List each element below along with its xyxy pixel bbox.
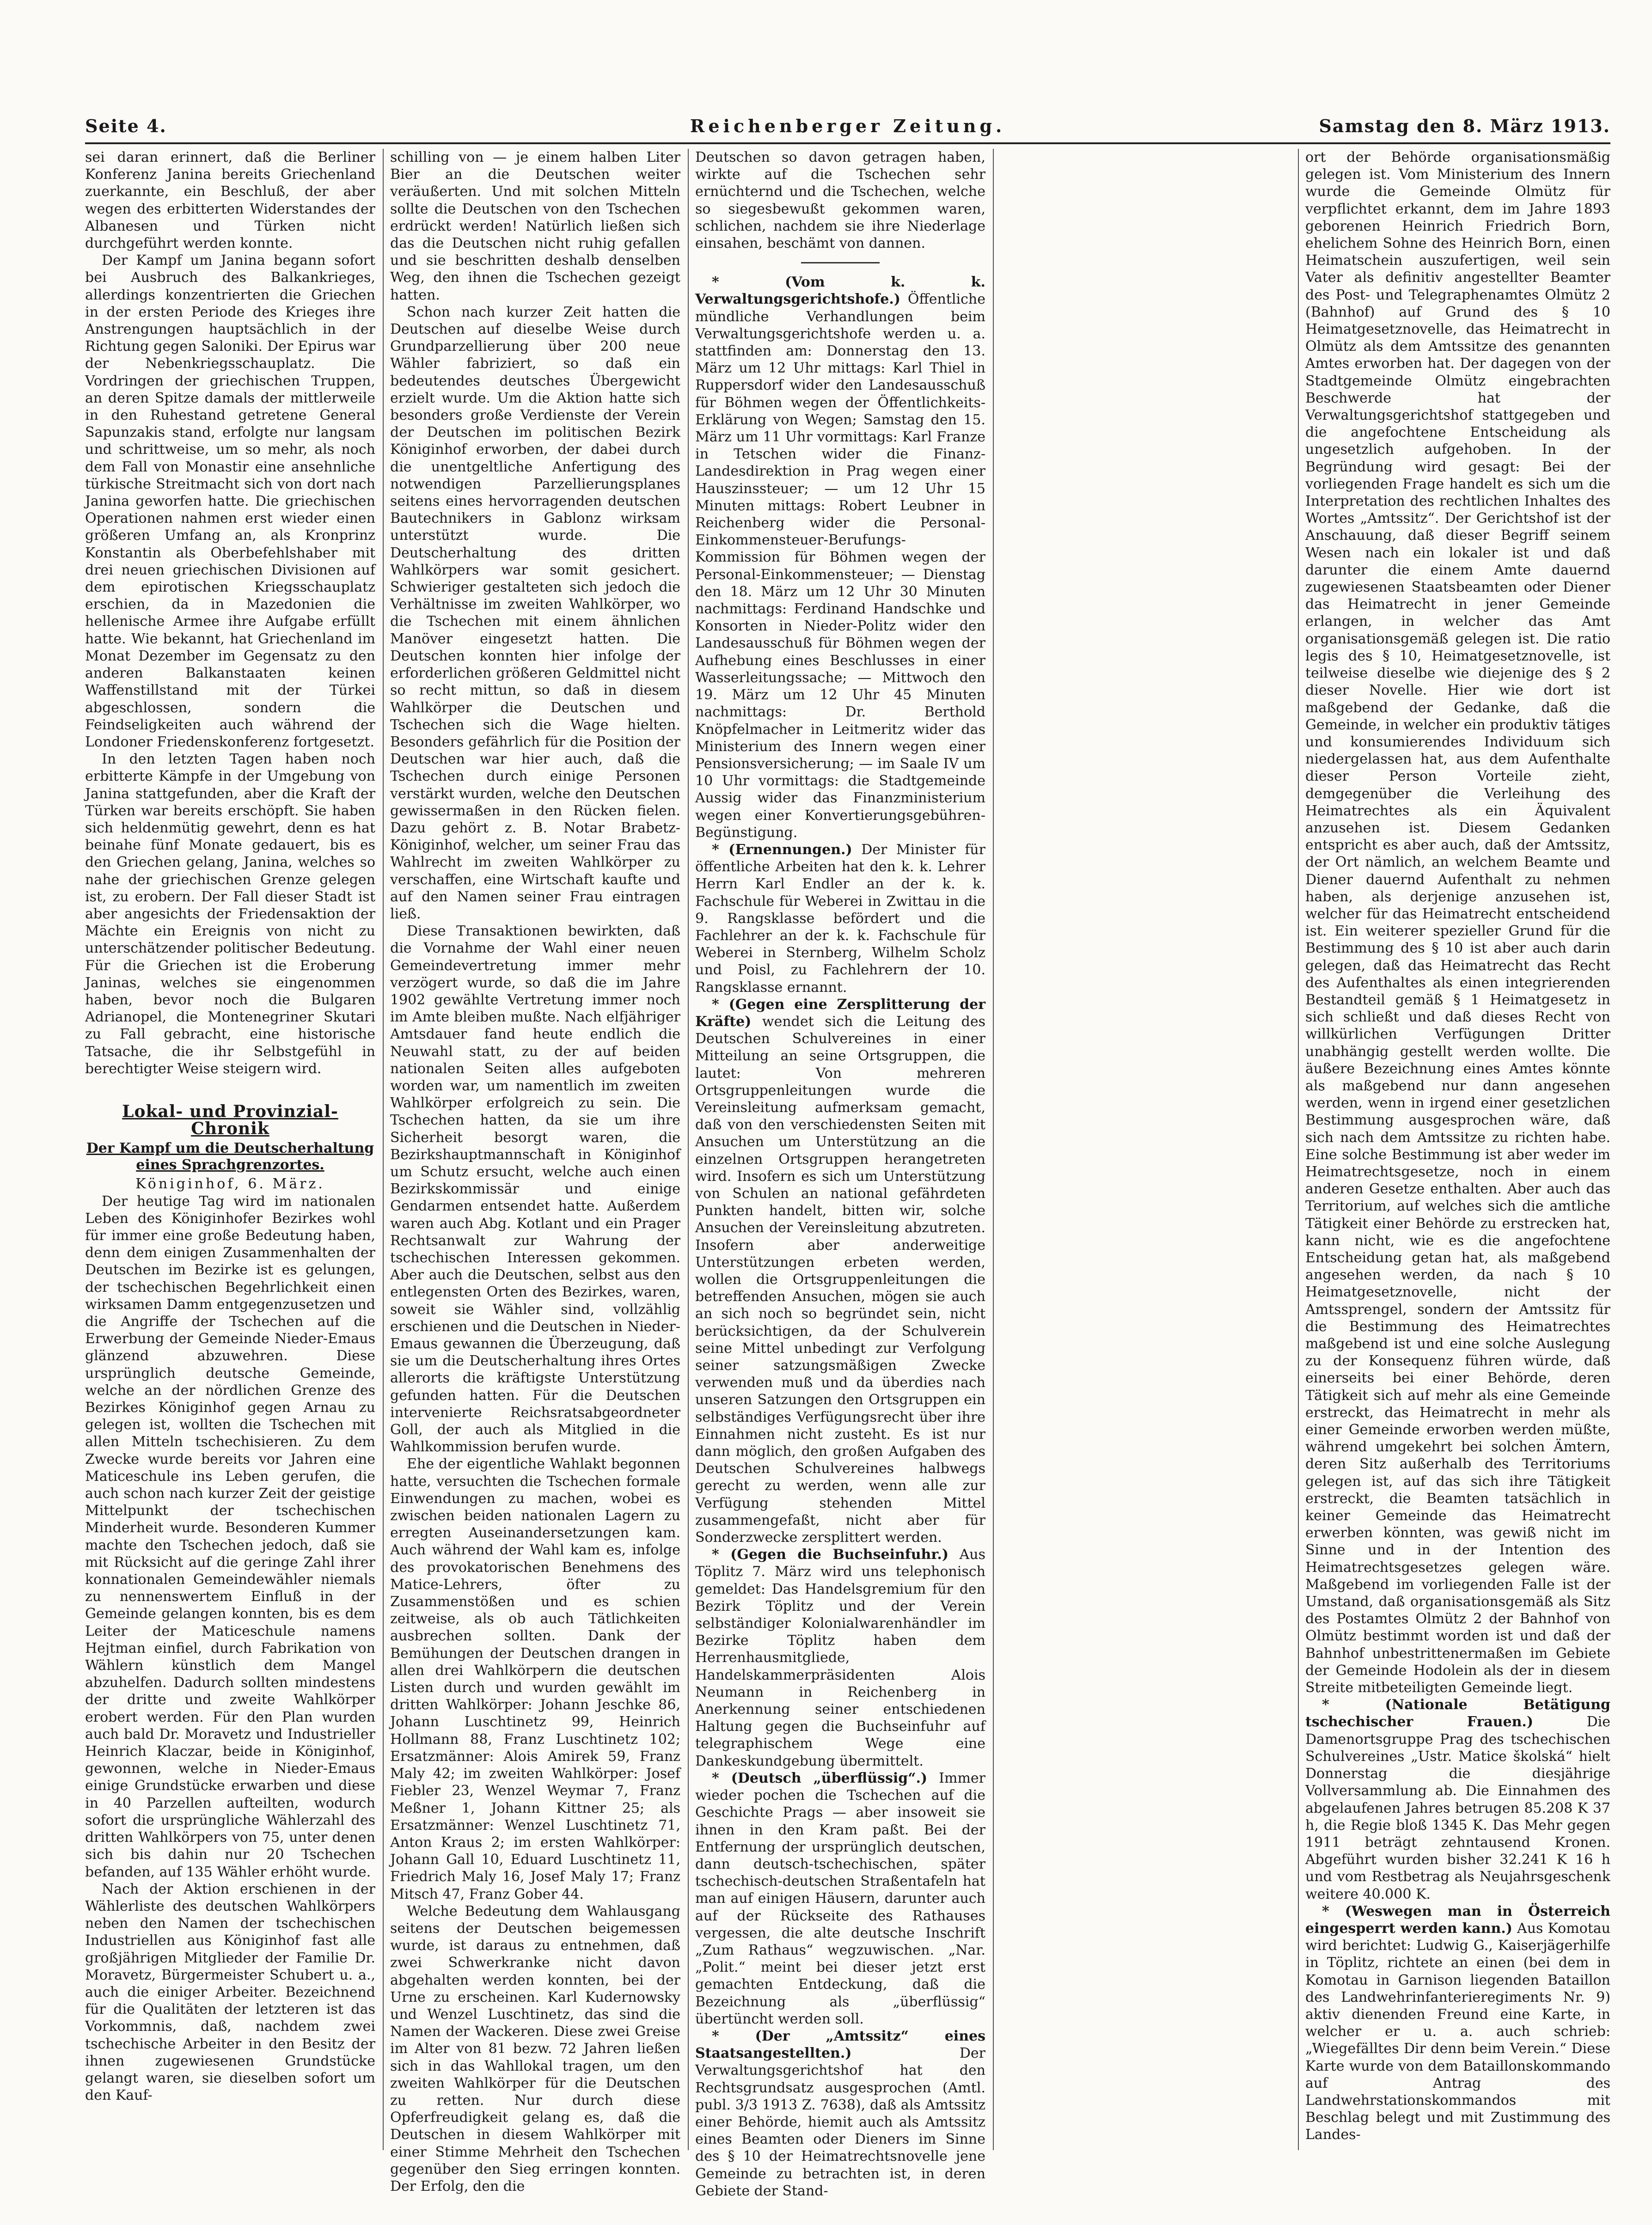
news-body: Aus Komotau wird berichtet: Ludwig G., Kaiserjägerhilfe in Töplitz, richtete an einen (bei dem in Komotau in Garnison liegenden Bataillon des Landwehrinfanterieregiments Nr. 9) aktiv dienenden Freund eine Karte, in welcher er u. a. auch schrieb: „Wiegefälltes Dir denn beim Verein.“ Diese Karte wurde von dem Bataillonskommando auf Antrag des Landwehrstationskommandos mit Beschlag belegt und mit Zustimmung des Landes-: [1305, 1920, 1610, 2143]
news-headline: * (Gegen die Buchseinfuhr.): [712, 1546, 949, 1563]
newspaper-page: [85, 111, 1610, 2200]
paragraph: sei daran erinnert, daß die Berliner Konferenz Janina bereits Griechenland zuerkannte, ein Beschluß, der aber wegen des erbitterten Widerstandes der Albanesen und Türken nicht durchgeführt werden konnte.: [85, 149, 375, 252]
paragraph: Ehe der eigentliche Wahlakt begonnen hatte, versuchten die Tschechen formale Einwendungen zu machen, wobei es zwischen beiden nationalen Lagern zu erregten Auseinandersetzungen kam. Auch während der Wahl kam es, infolge des provokatorischen Benehmens des Matice-Lehrers, öfter zu Zusammenstößen und es schien zeitweise, als ob auch Tätlichkeiten ausbrechen sollten. Dank der Bemühungen der Deutschen drangen in allen drei Wahlkörpern die deutschen Listen durch und wurden gewählt im dritten Wahlkörper: Johann Jeschke 86, Johann Luschtinetz 99, Heinrich Hollmann 88, Franz Luschtinetz 102; Ersatzmänner: Alois Amirek 59, Franz Maly 42; im zweiten Wahlkörper: Josef Fiebler 23, Wenzel Weymar 7, Franz Meßner 1, Johann Kittner 25; als Ersatzmänner: Wenzel Luschtinetz 71, Anton Kraus 2; im ersten Wahlkörper: Johann Gall 10, Eduard Luschtinetz 11, Friedrich Maly 16, Josef Maly 17; Franz Mitsch 47, Franz Gober 44.: [390, 1456, 680, 1902]
news-body: Die Damenortsgruppe Prag des tschechischen Schulvereines „Ustr. Matice školská“ hielt Donnerstag die diesjährige Vollversammlung ab. Die Einnahmen des abgelaufenen Jahres betrugen 85.208 K 37 h, die Regie bloß 1345 K. Das Mehr gegen 1911 beträgt zehntausend Kronen. Abgeführt wurden bisher 32.241 K 16 h und vom Restbetrag als Neujahrsgeschenk weitere 40.000 K.: [1305, 1714, 1610, 1902]
column-divider: [1298, 149, 1299, 2150]
paragraph: schilling von — je einem halben Liter Bier an die Deutschen weiter veräußerten. Und mit solchen Mitteln sollte die Deutschen von den Tschechen erdrückt werden! Natürlich ließen sich das die Deutschen nicht ruhig gefallen und sie beschritten deshalb denselben Weg, den ihnen die Tschechen gezeigt hatten.: [390, 149, 680, 303]
paragraph: Diese Transaktionen bewirkten, daß die Vornahme der Wahl einer neuen Gemeindevertretung immer mehr verzögert wurde, so daß die im Jahre 1902 gewählte Vertretung immer noch im Amte bleiben mußte. Nach elfjähriger Amtsdauer fand heute endlich die Neuwahl statt, zu der auf beiden nationalen Seiten alles aufgeboten worden war, um namentlich im zweiten Wahlkörper erfolgreich zu sein. Die Tschechen hatten, da sie um ihre Sicherheit besorgt waren, die Bezirkshauptmannschaft in Königinhof um Schutz ersucht, welche auch einen Bezirkskommissär und einige Gendarmen entsendet hatte. Außerdem waren auch Abg. Kotlant und ein Prager Rechtsanwalt zur Wahrung der tschechischen Interessen gekommen. Aber auch die Deutschen, selbst aus den entlegensten Orten des Bezirkes, waren, soweit sie Wähler sind, vollzählig erschienen und die Deutschen in Nieder-Emaus gewannen die Überzeugung, daß sie um die Deutscherhaltung ihres Ortes allerorts die kräftigste Unterstützung gefunden hatten. Für die Deutschen intervenierte Reichsratsabgeordneter Goll, der auch als Mitglied in die Wahlkommission berufen wurde.: [390, 923, 680, 1455]
column-4: [1305, 149, 1610, 2173]
news-body: wendet sich die Leitung des Deutschen Schulvereines in einer Mitteilung an seine Ortsgruppen, die lautet: Von mehreren Ortsgruppenleitungen wurde die Vereinsleitung aufmerksam gemacht, daß von den verschiedensten Seiten mit Ansuchen um Unterstützung an die einzelnen Ortsgruppen herangetreten wird. Insofern es sich um Unterstützung von Schulen an national gefährdeten Punkten handelt, bitten wir, solche Ansuchen der Vereinsleitung abzutreten. Insofern aber anderweitige Unterstützungen erbeten werden, wollen die Ortsgruppenleitungen die betreffenden Ansuchen, mögen sie auch an sich noch so begründet sein, nicht berücksichtigen, da der Schulverein seine Mittel unbedingt zur Verfolgung seiner satzungsmäßigen Zwecke verwenden muß und da überdies nach unseren Satzungen den Ortsgruppen ein selbständiges Verfügungsrecht über ihre Einnahmen nicht zusteht. Es ist nur dann möglich, den großen Aufgaben des Deutschen Schulvereines halbwegs gerecht zu werden, wenn alle zur Verfügung stehenden Mittel zusammengefaßt, nicht aber für Sonderzwecke zersplittert werden.: [695, 1013, 985, 1546]
separator-rule: [801, 262, 880, 263]
news-body: Der Minister für öffentliche Arbeiten hat den k. k. Lehrer Herrn Karl Endler an der k. k. Fachschule für Weberei in Zwittau in die 9. Rangsklasse befördert und die Fachlehrer an der k. k. Fachschule für Weberei in Sternberg, Wilhelm Scholz und Poisl, zu Fachlehrern der 10. Rangsklasse ernannt.: [695, 841, 985, 996]
paragraph: Der heutige Tag wird im nationalen Leben des Königinhofer Bezirkes wohl für immer eine große Bedeutung haben, denn dem einigen Zusammenhalten der Deutschen im Bezirke ist es gelungen, der tschechischen Begehrlichkeit einen wirksamen Damm entgegenzusetzen und die Angriffe der Tschechen auf die Erwerbung der Gemeinde Nieder-Emaus glänzend abzuwehren. Diese ursprünglich deutsche Gemeinde, welche an der nördlichen Grenze des Bezirkes Königinhof gegen Arnau zu gelegen ist, wollten die Tschechen mit allen Mitteln tschechisieren. Zu dem Zwecke wurde bereits vor Jahren eine Maticeschule ins Leben gerufen, die auch schon nach kurzer Zeit der geistige Mittelpunkt der tschechischen Minderheit wurde. Besonderen Kummer machte den Tschechen jedoch, daß sie mit Rücksicht auf die geringe Zahl ihrer konnationalen Gemeindewähler niemals zu nennenswertem Einfluß in der Gemeinde gelangen konnten, bis es dem Leiter der Maticeschule namens Hejtman einfiel, durch Fabrikation von Wählern künstlich dem Mangel abzuhelfen. Dadurch sollten mindestens der dritte und zweite Wahlkörper erobert werden. Für den Plan wurden auch bald Dr. Moravetz und Industrieller Heinrich Klaczar, beide in Königinhof, gewonnen, welche in Nieder-Emaus einige Grundstücke erwarben und diese in 40 Parzellen aufteilten, wodurch sofort die ursprüngliche Wählerzahl des dritten Wahlkörpers von 75, unter denen sich bis dahin nur 20 Tschechen befanden, auf 135 Wähler erhöht wurde.: [85, 1193, 375, 1880]
news-item: [1305, 1696, 1610, 1902]
section-title: Lokal- und Provinzial-Chronik: [122, 1101, 338, 1139]
news-item: [695, 1546, 985, 1770]
news-item: [1305, 1903, 1610, 2144]
news-body: Der Verwaltungsgerichtshof hat den Rechtsgrundsatz ausgesprochen (Amtl. publ. 3/3 1913 Z. 7638), daß als Amtssitz einer Behörde, hiemit auch als Amtssitz eines Beamten oder Dieners im Sinne des § 10 der Heimatrechtsnovelle jene Gemeinde zu betrachten ist, in deren Gebiete der Stand-: [695, 2045, 985, 2199]
news-item: [695, 2028, 985, 2200]
paragraph: Deutschen so davon getragen haben, wirkte auf die Tschechen sehr ernüchternd und die Tschechen, welche so siegesbewußt gekommen waren, schlichen, nachdem sie ihre Niederlage einsahen, beschämt von dannen.: [695, 149, 985, 252]
running-head: [85, 111, 1610, 143]
news-headline: * (Der „Amtssitz“ eines Staatsangestellten.): [695, 2028, 985, 2062]
column-divider: [383, 149, 384, 2150]
news-headline: * (Vom k. k. Verwaltungsgerichtshofe.): [695, 274, 985, 308]
column-1: [85, 149, 375, 2173]
header-rule: [85, 142, 1610, 144]
page-number: Seite 4.: [85, 116, 167, 136]
masthead-title: Reichenberger Zeitung.: [690, 116, 1006, 136]
news-body: Immer wieder pochen die Tschechen auf die Geschichte Prags — aber insoweit sie ihnen in den Kram paßt. Bei der Entfernung der ursprünglich deutschen, dann deutsch-tschechischen, später tschechisch-deutschen Straßentafeln hat man auf einigen Häusern, darunter auch auf der Rückseite des Rathauses vergessen, die alte deutsche Inschrift „Zum Rathaus“ wegzuwischen. „Nar. „Polit.“ meint bei dieser jetzt erst gemachten Entdeckung, daß die Bezeichnung als „überflüssig“ übertüncht werden soll.: [695, 1770, 985, 2027]
news-item: [695, 274, 985, 841]
article-headline: [85, 1140, 375, 1174]
news-body: Aus Töplitz 7. März wird uns telephonisch gemeldet: Das Handelsgremium für den Bezirk Töplitz und der Verein selbständiger Kolonialwarenhändler im Bezirke Töplitz haben dem Herrenhausmitgliede, Handelskammerpräsidenten Alois Neumann in Reichenberg in Anerkennung seiner entschiedenen Haltung gegen die Buchseinfuhr auf telegraphischem Wege eine Dankeskundgebung übermittelt.: [695, 1546, 985, 1769]
issue-date: Samstag den 8. März 1913.: [1319, 116, 1610, 136]
paragraph: Schon nach kurzer Zeit hatten die Deutschen auf dieselbe Weise durch Grundparzellierung über 200 neue Wähler fabriziert, so daß ein bedeutendes deutsches Übergewicht erzielt wurde. Um die Aktion hatte sich besonders große Verdienste der Verein der Deutschen im politischen Bezirk Königinhof erworben, der dabei durch die unentgeltliche Anfertigung des notwendigen Parzellierungsplanes seitens eines hervorragenden deutschen Bautechnikers in Gablonz wirksam unterstützt wurde. Die Deutscherhaltung des dritten Wahlkörpers war somit gesichert. Schwieriger gestalteten sich jedoch die Verhältnisse im zweiten Wahlkörper, wo die Tschechen mit einem ähnlichen Manöver eingesetzt hatten. Die Deutschen konnten hier infolge der erforderlichen größeren Geldmittel nicht so recht mittun, so daß in diesem Wahlkörper die Deutschen und Tschechen sich die Wage hielten. Besonders gefährlich für die Position der Deutschen war hier auch, daß die Tschechen durch einige Personen verstärkt wurden, welche den Deutschen gewissermaßen in den Rücken fielen. Dazu gehört z. B. Notar Brabetz-Königinhof, welcher, um seiner Frau das Wahlrecht im zweiten Wahlkörper zu verschaffen, eine Wirtschaft kaufte und auf den Namen seiner Frau eintragen ließ.: [390, 304, 680, 922]
paragraph: In den letzten Tagen haben noch erbitterte Kämpfe in der Umgebung von Janina stattgefunden, aber die Kraft der Türken war bereits erschöpft. Sie haben sich heldenmütig gewehrt, denn es hat beinahe fünf Monate gedauert, bis es den Griechen gelang, Janina, welches so nahe der griechischen Grenze gelegen ist, zu erobern. Der Fall dieser Stadt ist aber angesichts der Friedensaktion der Mächte ein Ereignis von nicht zu unterschätzender politischer Bedeutung. Für die Griechen ist die Eroberung Janinas, welches sie eingenommen haben, bevor noch die Bulgaren Adrianopel, die Montenegriner Skutari zu Fall gebracht, eine historische Tatsache, die ihr Selbstgefühl in berechtigter Weise steigern wird.: [85, 751, 375, 1077]
news-item: [695, 996, 985, 1546]
dateline: Königinhof, 6. März.: [135, 1176, 325, 1192]
news-item: [695, 1770, 985, 2028]
headline-text: Der Kampf um die Deutscherhaltung eines Sprachgrenzortes.: [86, 1140, 374, 1174]
paragraph: Welche Bedeutung dem Wahlausgang seitens der Deutschen beigemessen wurde, ist daraus zu entnehmen, daß zwei Schwerkranke nicht davon abgehalten werden konnten, bei der Urne zu erscheinen. Karl Kudernowsky und Wenzel Luschtinetz, das sind die Namen der Wackeren. Diese zwei Greise im Alter von 81 bezw. 72 Jahren ließen sich in das Wahllokal tragen, um den zweiten Wahlkörper für die Deutschen zu retten. Nur durch diese Opferfreudigkeit gelang es, daß die Deutschen in diesem Wahlkörper mit einer Stimme Mehrheit den Tschechen gegenüber den Sieg erringen konnten. Der Erfolg, den die: [390, 1903, 680, 2194]
news-headline: * (Ernennungen.): [712, 841, 852, 858]
paragraph: Nach der Aktion erschienen in der Wählerliste des deutschen Wahlkörpers neben den Namen der tschechischen Industriellen aus Königinhof fast alle großjährigen Mitglieder der Familie Dr. Moravetz, Bürgermeister Schubert u. a., auch die einiger Arbeiter. Bezeichnend für die Qualitäten der letzteren ist das Vorkommnis, daß, nachdem zwei tschechische Arbeiter in den Besitz der ihnen zugewiesenen Grundstücke gelangt waren, sie dieselben sofort um den Kauf-: [85, 1881, 375, 2104]
paragraph: ort der Behörde organisationsmäßig gelegen ist. Vom Ministerium des Innern wurde die Gemeinde Olmütz für verpflichtet erkannt, dem im Jahre 1893 geborenen Heinrich Friedrich Born, ehelichem Sohne des Heinrich Born, einen Heimatschein auszufertigen, weil sein Vater als definitiv angestellter Beamter des Post- und Telegraphenamtes Olmütz 2 (Bahnhof) auf Grund des § 10 Heimatgesetznovelle, das Heimatrecht in Olmütz als dem Amtssitze des genannten Amtes erworben hat. Der dagegen von der Stadtgemeinde Olmütz eingebrachten Beschwerde hat der Verwaltungsgerichtshof stattgegeben und die angefochtene Entscheidung als ungesetzlich aufgehoben. In der Begründung wird gesagt: Bei der vorliegenden Frage handelt es sich um die Interpretation des rechtlichen Inhaltes des Wortes „Amtssitz“. Der Gerichtshof ist der Anschauung, daß dieser Begriff seinem Wesen nach ein lokaler ist und daß darunter die einem Amte dauernd zugewiesenen Staatsbeamten oder Diener das Heimatrecht in jener Gemeinde erlangen, in welcher das Amt organisationsgemäß gelegen ist. Die ratio legis des § 10, Heimatgesetznovelle, ist teilweise dieselbe wie diejenige des § 2 dieser Novelle. Hier wie dort ist maßgebend der Gedanke, daß die Gemeinde, in welcher ein produktiv tätiges und konsumierendes Individuum sich niedergelassen hat, aus dem Aufenthalte dieser Person Vorteile zieht, demgegenüber die Verleihung des Heimatrechtes als ein Äquivalent anzusehen ist. Diesem Gedanken entspricht es aber auch, daß der Amtssitz, der Ort nämlich, an welchem Beamte und Diener dauernd Aufenthalt zu nehmen haben, als derjenige anzusehen ist, welcher für das Heimatrecht entscheidend ist. Ein weiterer spezieller Grund für die Bestimmung des § 10 ist aber auch darin gelegen, daß das Heimatrecht das Recht des Aufenthaltes als einen integrierenden Bestandteil gemäß § 1 Heimatgesetz in sich schließt und daß dieses Recht von willkürlichen Verfügungen Dritter unabhängig gestellt werden wollte. Die äußere Bezeichnung eines Amtes könnte als maßgebend nur dann angesehen werden, wenn in irgend einer gesetzlichen Bestimmung ausgesprochen wäre, daß sich nach dem Amtssitze zu richten habe. Eine solche Bestimmung ist aber weder im Heimatrechtsgesetze, noch in einem anderen Gesetze enthalten. Aber auch das Territorium, auf welches sich die amtliche Tätigkeit einer Behörde zu erstrecken hat, kann nicht, wie es die angefochtene Entscheidung getan hat, als maßgebend angesehen werden, da nach § 10 Heimatgesetznovelle, nicht der Amtssprengel, sondern der Amtssitz für die Bestimmung des Heimatrechtes maßgebend ist und eine solche Auslegung zu der Konsequenz führen würde, daß einerseits bei einer Behörde, deren Tätigkeit sich auf mehr als eine Gemeinde erstreckt, das Heimatrecht in mehr als einer Gemeinde erworben werden müßte, während umgekehrt bei solchen Ämtern, deren Sitz außerhalb des Territoriums gelegen ist, auf das sich ihre Tätigkeit erstreckt, die Beamten tatsächlich in keiner Gemeinde das Heimatrecht erwerben könnten, was gewiß nicht im Sinne und in der Intention des Heimatrechtsgesetzes gelegen wäre. Maßgebend im vorliegenden Falle ist der Umstand, daß organisationsgemäß als Sitz des Postamtes Olmütz 2 der Bahnhof von Olmütz bestimmt worden ist und daß der Bahnhof unbestrittenermaßen im Gebiete der Gemeinde Hodolein als der in diesem Streite mitbeteiligten Gemeinde liegt.: [1305, 149, 1610, 1696]
column-divider: [688, 149, 689, 2150]
column-2: [390, 149, 680, 2194]
news-headline: * (Gegen eine Zersplitterung der Kräfte): [695, 996, 985, 1030]
column-3: [695, 149, 985, 2199]
news-item: [695, 841, 985, 996]
news-body: Öffentliche mündliche Verhandlungen beim Verwaltungsgerichtshofe werden u. a. stattfinden am: Donnerstag den 13. März um 12 Uhr mittags: Karl Thiel in Ruppersdorf wider den Landesausschuß für Böhmen wegen der Öffentlichkeits-Erklärung von Wegen; Samstag den 15. März um 11 Uhr vormittags: Karl Franze in Tetschen wider die Finanz-Landesdirektion in Prag wegen einer Hauszinssteuer; — um 12 Uhr 15 Minuten mittags: Robert Leubner in Reichenberg wider die Personal-Einkommensteuer-Berufungs-Kommission für Böhmen wegen der Personal-Einkommensteuer; — Dienstag den 18. März um 12 Uhr 30 Minuten nachmittags: Ferdinand Handschke und Konsorten in Nieder-Politz wider den Landesausschuß für Böhmen wegen der Aufhebung eines Beschlusses in einer Wasserleitungssache; — Mittwoch den 19. März um 12 Uhr 45 Minuten nachmittags: Dr. Berthold Knöpfelmacher in Leitmeritz wider das Ministerium des Innern wegen einer Pensionsversicherung; — im Saale IV um 10 Uhr vormittags: die Stadtgemeinde Aussig wider das Finanzministerium wegen einer Konvertierungsgebühren-Begünstigung.: [695, 291, 985, 841]
news-headline: * (Nationale Betätigung tschechischer Frauen.): [1305, 1697, 1610, 1730]
paragraph: Der Kampf um Janina begann sofort bei Ausbruch des Balkankrieges, allerdings konzentrierten die Griechen in der ersten Periode des Krieges ihre Anstrengungen hauptsächlich in der Richtung gegen Saloniki. Der Epirus war der Nebenkriegsschauplatz. Die Vordringen der griechischen Truppen, an deren Spitze damals der mittlerweile in den Ruhestand getretene General Sapunzakis stand, erfolgte nur langsam und schrittweise, um so mehr, als noch dem Fall von Monastir eine ansehnliche türkische Streitmacht sich von dort nach Janina geworfen hatte. Die griechischen Operationen nahmen erst wieder einen größeren Umfang an, als Kronprinz Konstantin als Oberbefehlshaber mit drei neuen griechischen Divisionen auf dem epirotischen Kriegsschauplatz erschien, da in Mazedonien die hellenische Armee ihre Aufgabe erfüllt hatte. Wie bekannt, hat Griechenland im Monat Dezember im Gegensatz zu den anderen Balkanstaaten keinen Waffenstillstand mit der Türkei abgeschlossen, sondern die Feindseligkeiten auch während der Londoner Friedenskonferenz fortgesetzt.: [85, 252, 375, 750]
column-divider: [993, 149, 994, 2150]
news-headline: * (Weswegen man in Österreich eingesperrt werden kann.): [1305, 1903, 1610, 1937]
news-headline: * (Deutsch „überflüssig“.): [712, 1770, 928, 1786]
